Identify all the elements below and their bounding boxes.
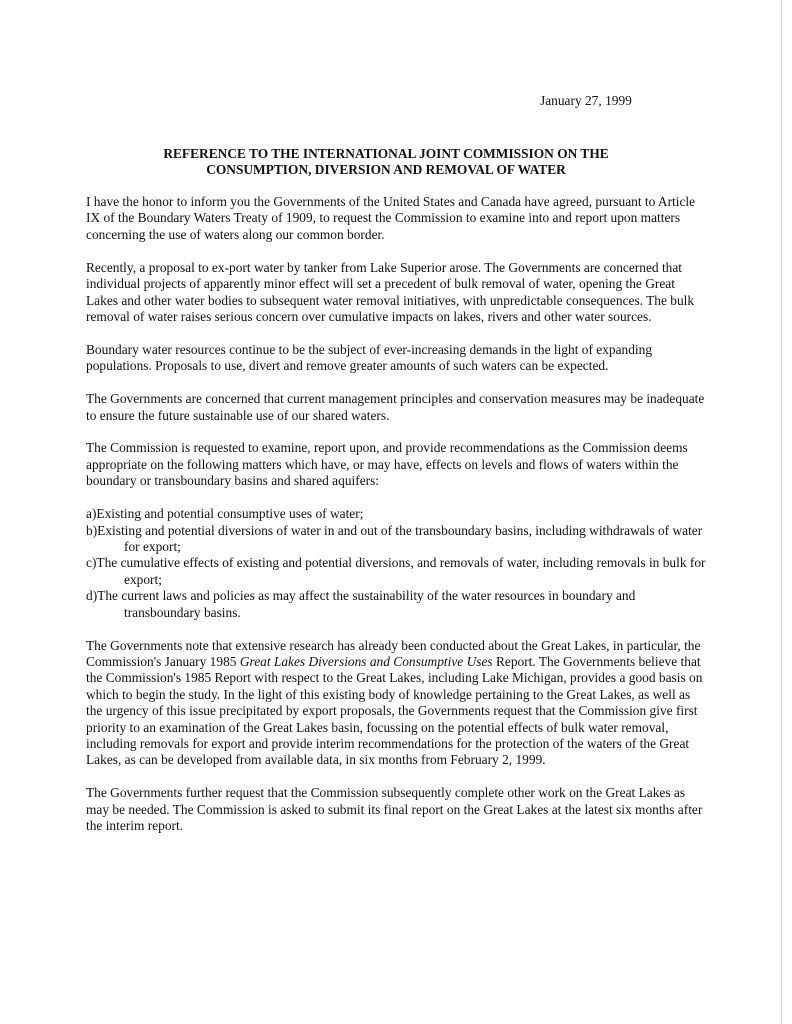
scan-edge-line xyxy=(781,0,782,1024)
title-line-2: CONSUMPTION, DIVERSION AND REMOVAL OF WATER xyxy=(206,162,566,177)
paragraph-2: Recently, a proposal to ex-port water by tanker from Lake Superior arose. The Governments are concerned that individual projects of apparently minor effect will set a precedent of bulk removal of water, opening the Great Lakes and other water bodies to subsequent water removal initiatives, with unpredictable consequences. The bulk removal of water raises serious concern over cumulative impacts on lakes, rivers and other water sources. xyxy=(86,259,695,324)
list-item-label: b) xyxy=(86,522,98,538)
paragraph-4: The Governments are concerned that current management principles and conservation measures may be inadequate to ensure the future sustainable use of our shared waters. xyxy=(86,391,705,423)
list-item-text: The cumulative effects of existing and potential diversions, and removals of water, including removals in bulk for export; xyxy=(96,555,706,587)
matters-list xyxy=(86,506,706,621)
list-item-text: Existing and potential diversions of water in and out of the transboundary basins, including withdrawals of water for export; xyxy=(97,522,703,554)
paragraph-6-text-a: The Governments note that extensive research has already been conducted about the Great Lakes, in particular, the Commission's January 1985 xyxy=(86,637,701,669)
list-item xyxy=(86,555,706,588)
list-item xyxy=(86,506,706,522)
report-title-italic: Great Lakes Diversions and Consumptive Uses xyxy=(239,653,493,669)
paragraph-7: The Governments further request that the Commission subsequently complete other work on the Great Lakes as may be needed. The Commission is asked to submit its final report on the Great Lakes at the latest six months after the interim report. xyxy=(86,785,703,834)
paragraph-5: The Commission is requested to examine, report upon, and provide recommendations as the Commission deems appropriate on the following matters which have, or may have, effects on levels and flows of waters within the boundary or transboundary basins and shared aquifers: xyxy=(86,440,688,489)
document-date: January 27, 1999 xyxy=(540,93,632,108)
paragraph-3: Boundary water resources continue to be the subject of ever-increasing demands in the light of expanding populations. Proposals to use, divert and remove greater amounts of such waters can be expected. xyxy=(86,341,653,374)
paragraph-1: I have the honor to inform you the Governments of the United States and Canada have agreed, pursuant to Article IX of the Boundary Waters Treaty of 1909, to request the Commission to examine into and report upon matters concerning the use of waters along our common border. xyxy=(86,194,696,242)
paragraph-6 xyxy=(86,638,706,769)
list-item-label: d) xyxy=(86,588,98,604)
title-line-1: REFERENCE TO THE INTERNATIONAL JOINT COMMISSION ON THE xyxy=(163,146,609,161)
paragraph-6-text-b: Report. The Governments believe that the Commission's 1985 Report with respect to the Great Lakes, including Lake Michigan, provides a good basis on which to begin the study. In the light of this existing body of knowledge pertaining to the Great Lakes, as well as the urgency of this issue precipitated by export proposals, the Governments request that the Commission give first priority to an examination of the Great Lakes basin, focussing on the potential effects of bulk water removal, including removals for export and provide interim recommendations for the protection of the waters of the Great Lakes, as can be developed from available data, in six months from February 2, 1999. xyxy=(86,653,703,768)
list-item xyxy=(86,588,706,621)
document-body xyxy=(86,194,706,851)
list-item xyxy=(86,523,706,556)
list-item-label: c) xyxy=(86,555,97,571)
document-title xyxy=(86,146,686,178)
list-item-text: Existing and potential consumptive uses of water; xyxy=(96,506,364,522)
list-item-text: The current laws and policies as may affect the sustainability of the water resources in boundary and transboundary basins. xyxy=(97,588,636,620)
list-item-label: a) xyxy=(86,506,97,522)
